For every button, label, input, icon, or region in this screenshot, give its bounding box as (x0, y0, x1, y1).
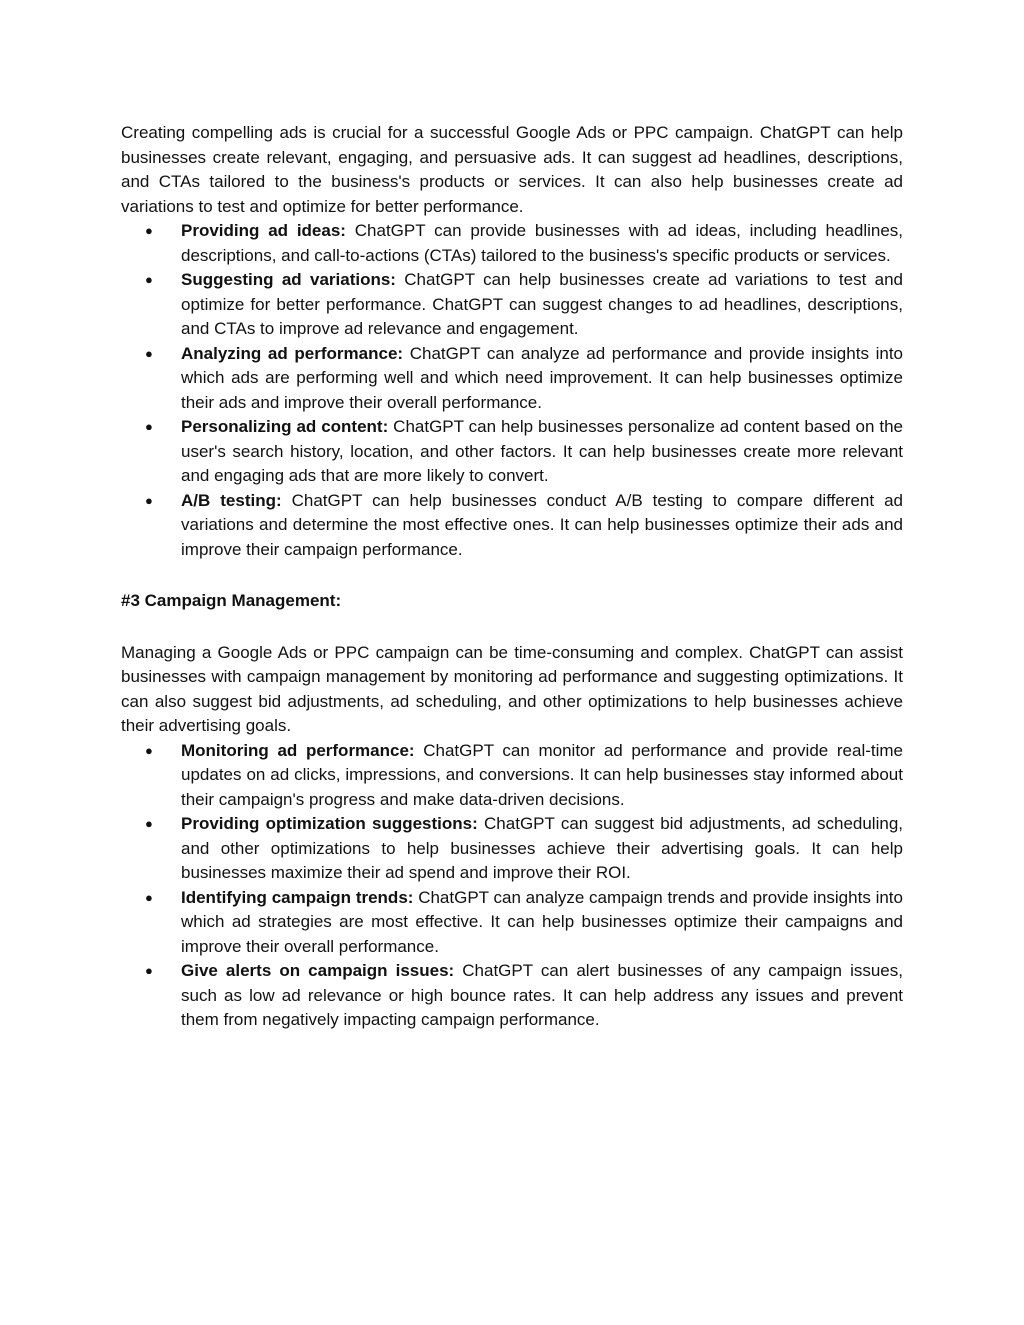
intro-paragraph: Creating compelling ads is crucial for a successful Google Ads or PPC campaign. ChatGPT can help businesses create relevant, engaging, and persuasive ads. It can suggest ad headlines, descriptions, and CTAs tailored to the business's products or services. It can also help businesses create ad variations to test and optimize for better performance. (121, 123, 903, 216)
list-item-lead: A/B testing: (181, 490, 282, 510)
list-item-lead: Suggesting ad variations: (181, 270, 396, 289)
section-heading: #3 Campaign Management: (121, 591, 342, 610)
list-item-lead: Personalizing ad content: (181, 417, 389, 436)
list-item-text: ChatGPT can help businesses conduct A/B testing to compare different ad variations and determine the most effective ones. It can help businesses optimize their ads and improve their campaign performance. (181, 490, 903, 559)
list-item (145, 415, 904, 489)
list-item-lead: Identifying campaign trends: (181, 887, 414, 907)
list-item (145, 739, 903, 813)
campaign-management-list (121, 739, 903, 1033)
list-item-text: ChatGPT can suggest bid adjustments, ad scheduling, and other optimizations to help businesses achieve their advertising goals. It can help businesses maximize their ad spend and improve their ROI. (181, 814, 903, 882)
list-item (145, 959, 903, 1033)
list-item (145, 489, 903, 563)
list-item-lead: Monitoring ad performance: (181, 740, 415, 760)
bullet-icon: ● (145, 816, 153, 831)
list-item-text: ChatGPT can monitor ad performance and provide real-time updates on ad clicks, impressions, and conversions. It can help businesses stay informed about their campaign's progress and make data-driven decisions. (181, 740, 903, 809)
list-item-text: ChatGPT can alert businesses of any campaign issues, such as low ad relevance or high bounce rates. It can help address any issues and prevent them from negatively impacting campaign performance. (181, 961, 903, 1029)
campaign-paragraph: Managing a Google Ads or PPC campaign can be time-consuming and complex. ChatGPT can assist businesses with campaign management by monitoring ad performance and suggesting optimizations. It can also suggest bid adjustments, ad scheduling, and other optimizations to help businesses achieve their advertising goals. (121, 642, 903, 735)
bullet-icon: ● (145, 419, 153, 434)
bullet-icon: ● (145, 345, 153, 361)
list-item (145, 268, 903, 342)
list-item (145, 342, 904, 416)
bullet-icon: ● (145, 963, 153, 978)
bullet-icon: ● (145, 742, 153, 758)
list-item-text: ChatGPT can help businesses create ad variations to test and optimize for better performance. ChatGPT can suggest changes to ad headlines, descriptions, and CTAs to improve ad relevance and engagement. (181, 270, 903, 338)
list-item-text: ChatGPT can analyze ad performance and provide insights into which ads are performing well and which need improvement. It can help businesses optimize their ads and improve their overall performance. (181, 343, 904, 412)
bullet-icon: ● (145, 272, 153, 287)
ad-creation-list (121, 219, 903, 562)
list-item-lead: Give alerts on campaign issues: (181, 961, 455, 980)
list-item-text: ChatGPT can help businesses personalize ad content based on the user's search history, location, and other factors. It can help businesses create more relevant and engaging ads that are more likely to convert. (181, 417, 904, 485)
list-item (145, 219, 904, 268)
list-item-text: ChatGPT can analyze campaign trends and provide insights into which ad strategies are most effective. It can help businesses optimize their campaigns and improve their overall performance. (181, 887, 903, 956)
bullet-icon: ● (145, 889, 153, 905)
document-page (121, 121, 903, 1033)
bullet-icon: ● (145, 492, 153, 508)
list-item-lead: Providing optimization suggestions: (181, 814, 478, 833)
list-item (145, 812, 903, 886)
list-item-text: ChatGPT can provide businesses with ad ideas, including headlines, descriptions, and call-to-actions (CTAs) tailored to the business's specific products or services. (181, 221, 904, 265)
list-item-lead: Analyzing ad performance: (181, 343, 404, 363)
bullet-icon: ● (145, 223, 153, 238)
list-item (145, 886, 903, 960)
list-item-lead: Providing ad ideas: (181, 221, 346, 240)
